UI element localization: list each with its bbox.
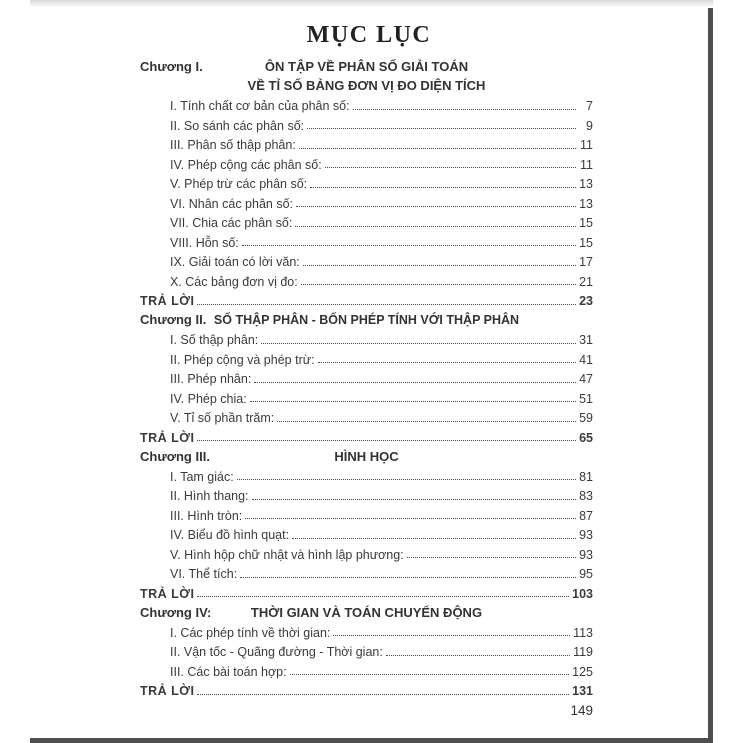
toc-entry-label: III. Hình tròn: (170, 508, 243, 523)
dot-leader (197, 440, 576, 441)
toc-entry (140, 407, 593, 427)
toc-entry (140, 95, 593, 115)
toc-entry-page: 21 (579, 274, 593, 289)
toc-entry-label: VIII. Hỗn số: (170, 235, 239, 250)
toc-entry-page: 41 (579, 352, 593, 367)
answers-label: TRẢ LỜI (140, 684, 195, 698)
dot-leader (296, 206, 576, 207)
answers-label: TRẢ LỜI (140, 586, 195, 601)
table-of-contents (140, 56, 593, 700)
toc-entry-label: III. Các bài toán hợp: (170, 664, 287, 679)
toc-entry-page: 95 (579, 567, 593, 581)
chapter-title: THỜI GIAN VÀ TOÁN CHUYỂN ĐỘNG (250, 604, 483, 620)
toc-entry (140, 641, 593, 661)
answers-page: 23 (579, 294, 593, 308)
toc-entry-label: IX. Giải toán có lời văn: (170, 255, 300, 269)
answers-label: TRẢ LỜI (140, 294, 195, 308)
toc-entry-page: 31 (579, 333, 593, 347)
answers-label: TRẢ LỜI (140, 430, 195, 445)
toc-entry-label: I. Tam giác: (170, 469, 234, 484)
dot-leader (197, 694, 569, 695)
toc-entry-page: 93 (579, 528, 593, 542)
chapter-label: Chương III. (140, 448, 210, 464)
toc-entry-page: 93 (579, 547, 593, 562)
toc-entry-page: 11 (580, 157, 593, 172)
dot-leader (261, 343, 576, 344)
dot-leader (292, 538, 576, 539)
toc-entry-page: 59 (579, 411, 593, 425)
toc-entry (140, 563, 593, 583)
toc-entry (140, 388, 593, 408)
toc-entry-label: II. So sánh các phân số: (170, 118, 305, 133)
toc-entry (140, 485, 593, 505)
toc-entry (140, 173, 593, 193)
chapter-header (140, 602, 593, 622)
toc-entry-page: 81 (579, 469, 593, 484)
chapter-header (140, 310, 593, 330)
toc-entry-label: I. Số thập phân: (170, 333, 259, 347)
toc-entry-page: 13 (579, 196, 593, 211)
toc-entry-label: II. Hình thang: (170, 489, 249, 503)
toc-entry-label: IV. Phép cộng các phân số: (170, 157, 322, 172)
toc-entry-page: 119 (573, 645, 593, 659)
toc-entry-label: III. Phép nhân: (170, 372, 252, 386)
answers-page: 65 (579, 430, 593, 445)
toc-entry-page: 11 (580, 138, 593, 152)
toc-entry-label: VII. Chia các phân số: (170, 216, 293, 230)
toc-entry-page: 83 (579, 489, 593, 503)
dot-leader (245, 518, 576, 519)
toc-entry (140, 271, 593, 291)
toc-entry-page: 87 (579, 508, 593, 523)
chapter-header (140, 76, 593, 96)
chapter-label: Chương II. (140, 312, 207, 327)
dot-leader (295, 226, 576, 227)
chapter-title: ÔN TẬP VỀ PHÂN SỐ GIẢI TOÁN (264, 58, 469, 74)
dot-leader (197, 304, 576, 305)
dot-leader (310, 187, 576, 188)
toc-entry-label: III. Phân số thập phân: (170, 138, 296, 152)
dot-leader (325, 167, 576, 168)
toc-entry (140, 466, 593, 486)
chapter-title: VỀ TỈ SỐ BẢNG ĐƠN VỊ ĐO DIỆN TÍCH (247, 78, 486, 93)
toc-entry-label: I. Các phép tính về thời gian: (170, 625, 331, 640)
toc-entry-label: V. Tỉ số phần trăm: (170, 411, 275, 425)
toc-entry-label: V. Hình hộp chữ nhật và hình lập phương: (170, 547, 404, 562)
dot-leader (301, 284, 576, 285)
dot-leader (318, 362, 576, 363)
toc-entry-page: 125 (572, 664, 593, 679)
toc-entry-page: 13 (579, 177, 593, 191)
toc-entry-page: 9 (586, 118, 593, 133)
toc-entry-label: II. Phép cộng và phép trừ: (170, 352, 315, 367)
answers-entry (140, 680, 593, 700)
toc-entry-label: IV. Biểu đồ hình quạt: (170, 528, 290, 542)
dot-leader (299, 148, 576, 149)
toc-entry (140, 115, 593, 135)
toc-entry (140, 544, 593, 564)
dot-leader (290, 674, 570, 675)
toc-entry-label: X. Các bảng đơn vị đo: (170, 274, 298, 289)
scanned-book-page (30, 0, 713, 743)
toc-entry (140, 134, 593, 154)
answers-entry (140, 427, 593, 447)
dot-leader (303, 265, 576, 266)
toc-entry (140, 212, 593, 232)
dot-leader (353, 109, 576, 110)
toc-entry (140, 505, 593, 525)
page-title: MỤC LỤC (306, 22, 432, 48)
toc-entry (140, 329, 593, 349)
chapter-header (140, 56, 593, 76)
answers-entry (140, 290, 593, 310)
toc-entry (140, 622, 593, 642)
chapter-title: HÌNH HỌC (334, 448, 399, 464)
toc-entry-page: 47 (579, 372, 593, 386)
answers-page: 131 (572, 684, 593, 698)
toc-entry (140, 154, 593, 174)
answers-entry (140, 583, 593, 603)
toc-entry-label: I. Tính chất cơ bản của phân số: (170, 99, 350, 113)
toc-entry (140, 232, 593, 252)
page-number: 149 (570, 703, 593, 718)
toc-entry (140, 661, 593, 681)
toc-entry (140, 193, 593, 213)
page-top-shadow (30, 0, 713, 8)
toc-entry-page: 17 (579, 255, 593, 269)
toc-entry (140, 251, 593, 271)
toc-entry-label: V. Phép trừ các phân số: (170, 177, 308, 191)
dot-leader (237, 479, 576, 480)
toc-entry-label: II. Vận tốc - Quãng đường - Thời gian: (170, 645, 383, 659)
dot-leader (252, 499, 576, 500)
dot-leader (197, 596, 569, 597)
dot-leader (242, 245, 576, 246)
dot-leader (407, 557, 576, 558)
chapter-title: SỐ THẬP PHÂN - BỐN PHÉP TÍNH VỚI THẬP PHÂN (213, 313, 520, 327)
toc-entry-page: 15 (579, 235, 593, 250)
chapter-header (140, 446, 593, 466)
toc-entry-label: VI. Thể tích: (170, 567, 238, 581)
toc-entry (140, 349, 593, 369)
toc-entry-page: 113 (573, 625, 593, 640)
toc-entry-label: IV. Phép chia: (170, 391, 247, 406)
dot-leader (250, 401, 576, 402)
dot-leader (386, 655, 570, 656)
chapter-label: Chương IV: (140, 604, 212, 620)
toc-entry-page: 51 (579, 391, 593, 406)
toc-entry-page: 15 (579, 216, 593, 230)
toc-entry-page: 7 (586, 99, 593, 113)
toc-entry (140, 368, 593, 388)
dot-leader (333, 635, 570, 636)
chapter-label: Chương I. (140, 58, 203, 74)
dot-leader (307, 128, 576, 129)
dot-leader (277, 421, 576, 422)
answers-page: 103 (572, 586, 593, 601)
dot-leader (254, 382, 576, 383)
dot-leader (240, 577, 576, 578)
toc-entry-label: VI. Nhân các phân số: (170, 196, 293, 211)
toc-entry (140, 524, 593, 544)
